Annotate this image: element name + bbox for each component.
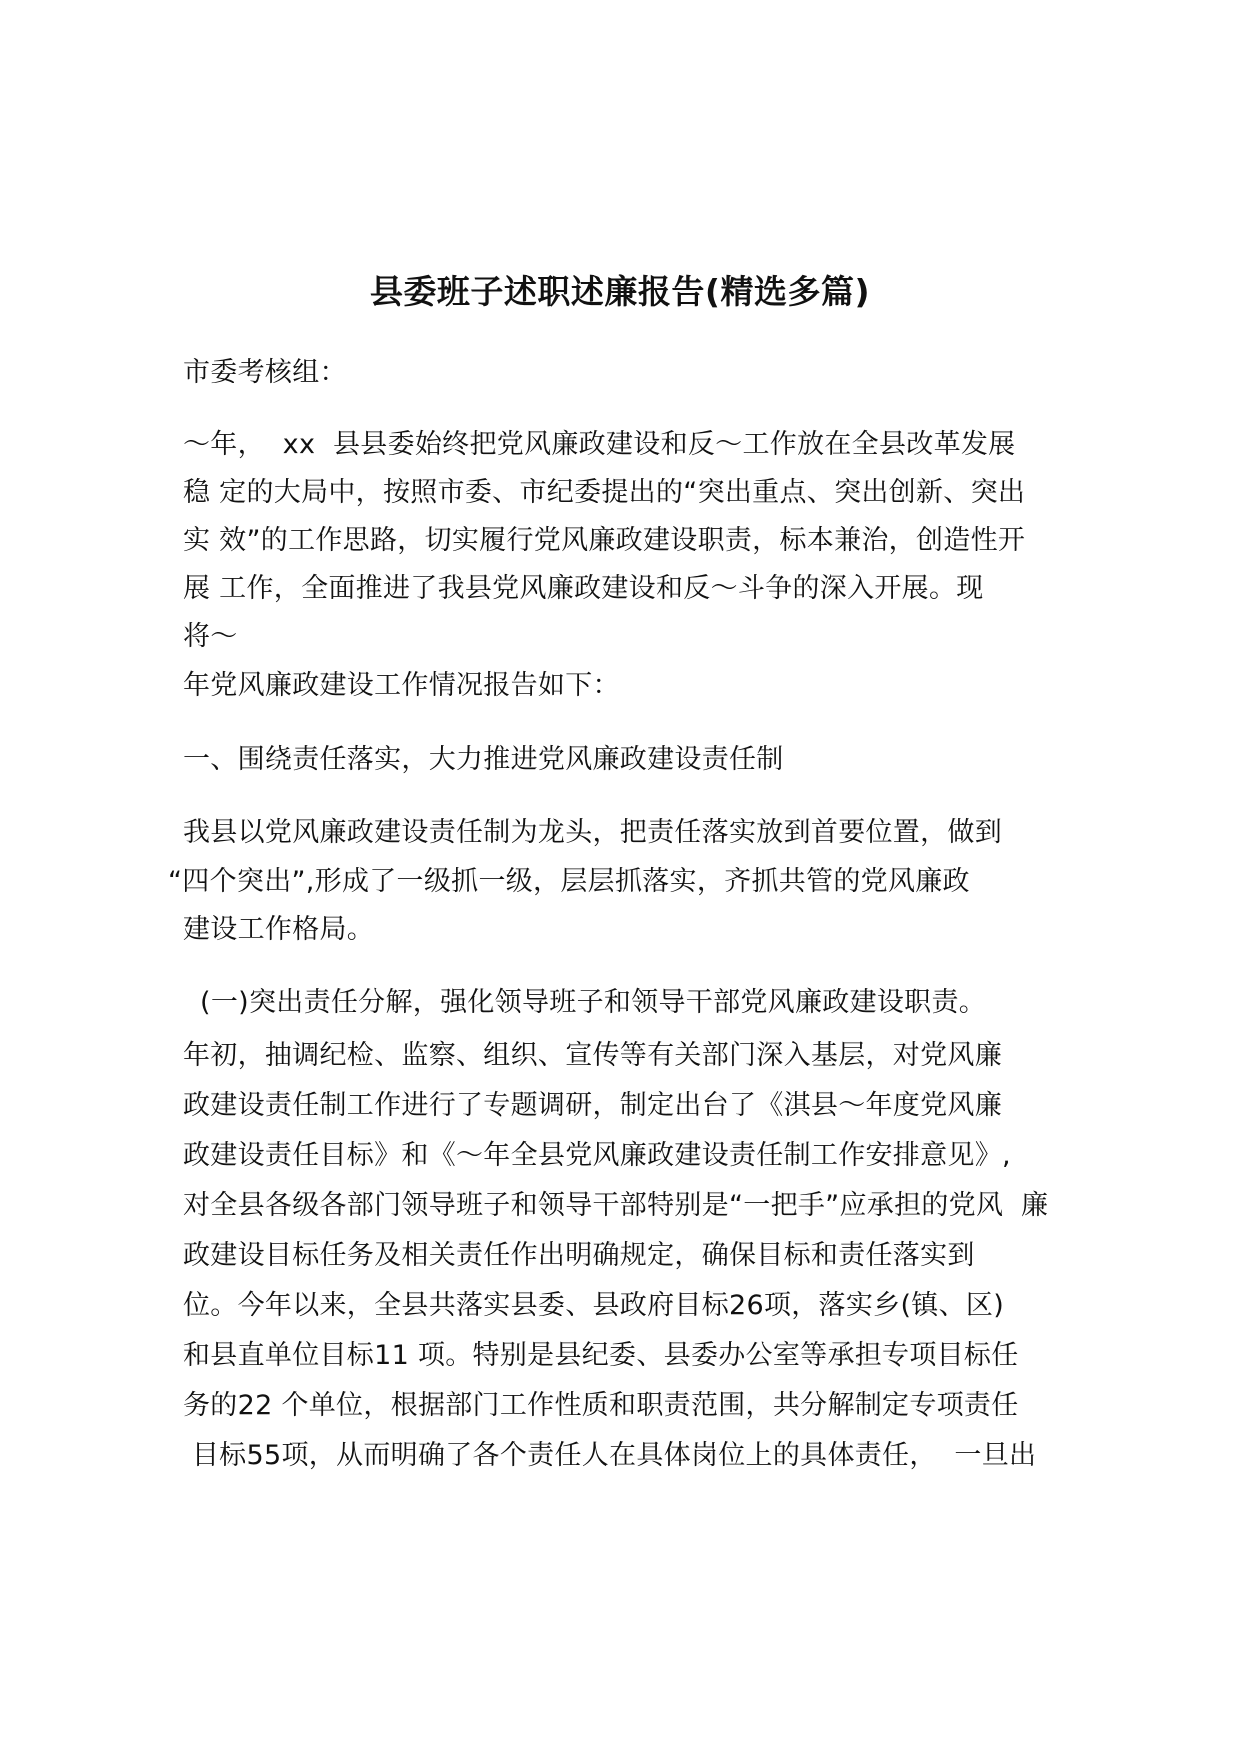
paragraph-line: “四个突出”,形成了一级抓一级，层层抓落实，齐抓共管的党风廉政 — [168, 866, 970, 897]
section-heading: 一、围绕责任落实，大力推进党风廉政建设责任制 — [183, 744, 784, 775]
intro-line: 稳 定的大局中，按照市委、市纪委提出的“突出重点、突出创新、突出 — [183, 477, 1026, 508]
paragraph-line: 政建设责任制工作进行了专题调研，制定出台了《淇县～年度党风廉 — [183, 1090, 1002, 1121]
subsection-heading: (一)突出责任分解，强化领导班子和领导干部党风廉政建设职责。 — [200, 987, 987, 1018]
paragraph-line: 位。今年以来，全县共落实县委、县政府目标26项，落实乡(镇、区) — [183, 1290, 1005, 1321]
intro-line: ～年， xx 县县委始终把党风廉政建设和反～工作放在全县改革发展 — [183, 429, 1016, 460]
intro-line: 展 工作，全面推进了我县党风廉政建设和反～斗争的深入开展。现 — [183, 573, 984, 604]
paragraph-line: 对全县各级各部门领导班子和领导干部特别是“一把手”应承担的党风 廉 — [183, 1190, 1049, 1221]
document-title: 县委班子述职述廉报告(精选多篇) — [369, 272, 871, 311]
paragraph-line: 政建设责任目标》和《～年全县党风廉政建设责任制工作安排意见》, — [183, 1140, 1011, 1171]
intro-line: 将～ — [183, 621, 238, 652]
greeting: 市委考核组： — [183, 357, 347, 388]
paragraph-line: 我县以党风廉政建设责任制为龙头，把责任落实放到首要位置，做到 — [183, 817, 1002, 848]
intro-line: 年党风廉政建设工作情况报告如下： — [183, 670, 620, 701]
paragraph-line: 目标55项，从而明确了各个责任人在具体岗位上的具体责任， 一旦出 — [183, 1440, 1037, 1471]
paragraph-line: 和县直单位目标11 项。特别是县纪委、县委办公室等承担专项目标任 — [183, 1340, 1019, 1371]
paragraph-line: 务的22 个单位，根据部门工作性质和职责范围，共分解制定专项责任 — [183, 1390, 1019, 1421]
paragraph-line: 政建设目标任务及相关责任作出明确规定，确保目标和责任落实到 — [183, 1240, 975, 1271]
paragraph-line: 年初，抽调纪检、监察、组织、宣传等有关部门深入基层，对党风廉 — [183, 1040, 1002, 1071]
paragraph-line: 建设工作格局。 — [183, 914, 375, 945]
intro-line: 实 效”的工作思路，切实履行党风廉政建设职责，标本兼治，创造性开 — [183, 525, 1026, 556]
